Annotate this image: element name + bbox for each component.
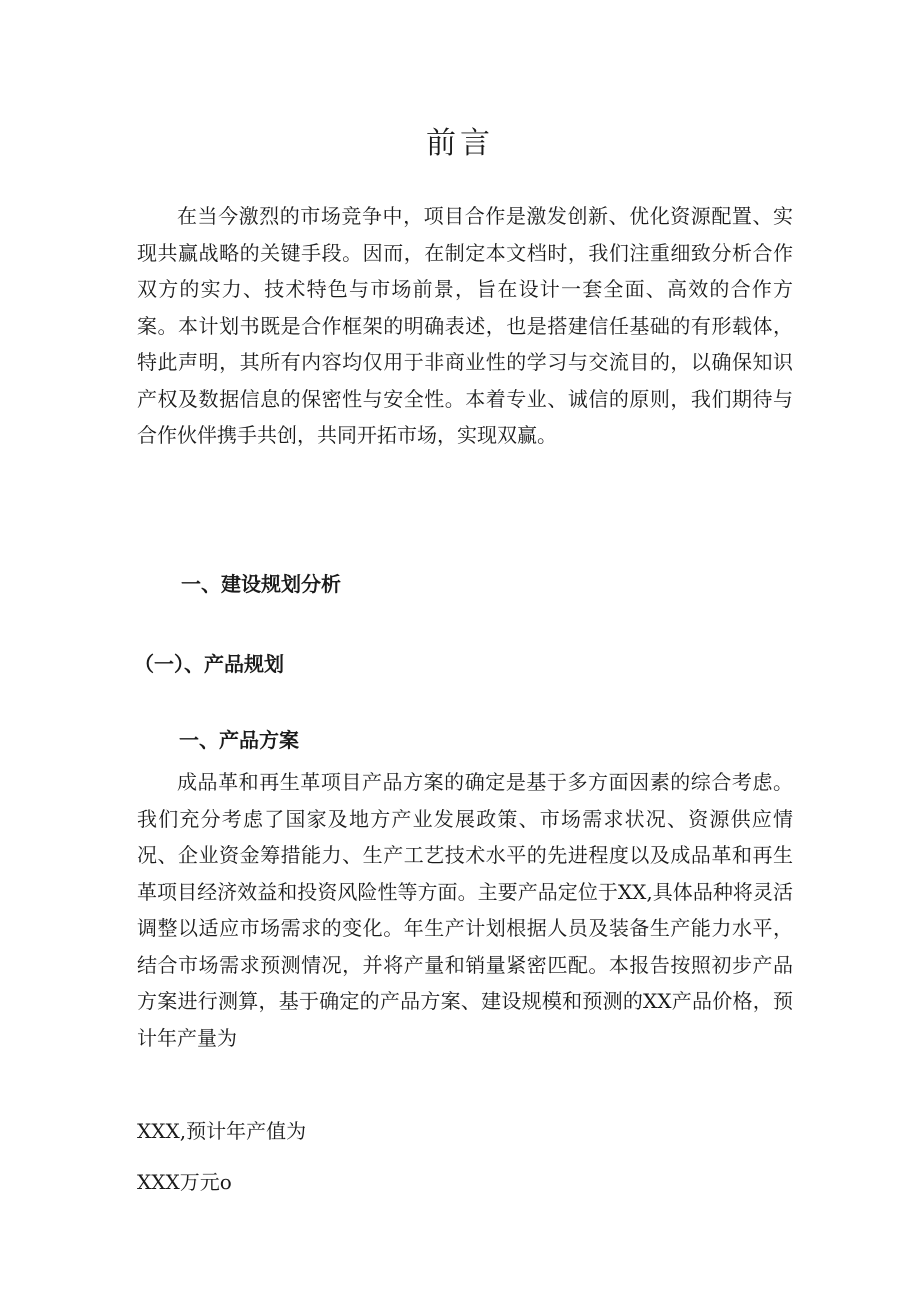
tail-line-value: XXX万元o <box>137 1170 232 1194</box>
intro-paragraph: 在当今激烈的市场竞争中，项目合作是激发创新、优化资源配置、实现共赢战略的关键手段。因而，在制定本文档时，我们注重细致分析合作双方的实力、技术特色与市场前景，旨在设计一套全面、高效的合作方案。本计划书既是合作框架的明确表述，也是搭建信任基础的有形载体，特此声明，其所有内容均仅用于非商业性的学习与交流目的，以确保知识产权及数据信息的保密性与安全性。本着专业、诚信的原则，我们期待与合作伙伴携手共创，共同开拓市场，实现双赢。 <box>137 204 793 447</box>
subsection-heading: （一）、产品规划 <box>134 652 284 676</box>
tail-line-output: XXX,预计年产值为 <box>137 1119 307 1143</box>
section-heading: 一、建设规划分析 <box>181 572 341 596</box>
item-heading: 一、产品方案 <box>179 728 299 752</box>
body-paragraph: 成品革和再生革项目产品方案的确定是基于多方面因素的综合考虑。我们充分考虑了国家及地方产业发展政策、市场需求状况、资源供应情况、企业资金筹措能力、生产工艺技术水平的先进程度以及成品革和再生革项目经济效益和投资风险性等方面。主要产品定位于XX,具体品种将灵活调整以适应市场需求的变化。年生产计划根据人员及装备生产能力水平，结合市场需求预测情况，并将产量和销量紧密匹配。本报告按照初步产品方案进行测算，基于确定的产品方案、建设规模和预测的XX产品价格，预计年产量为 <box>137 770 793 1050</box>
page-title: 前言 <box>426 126 494 161</box>
